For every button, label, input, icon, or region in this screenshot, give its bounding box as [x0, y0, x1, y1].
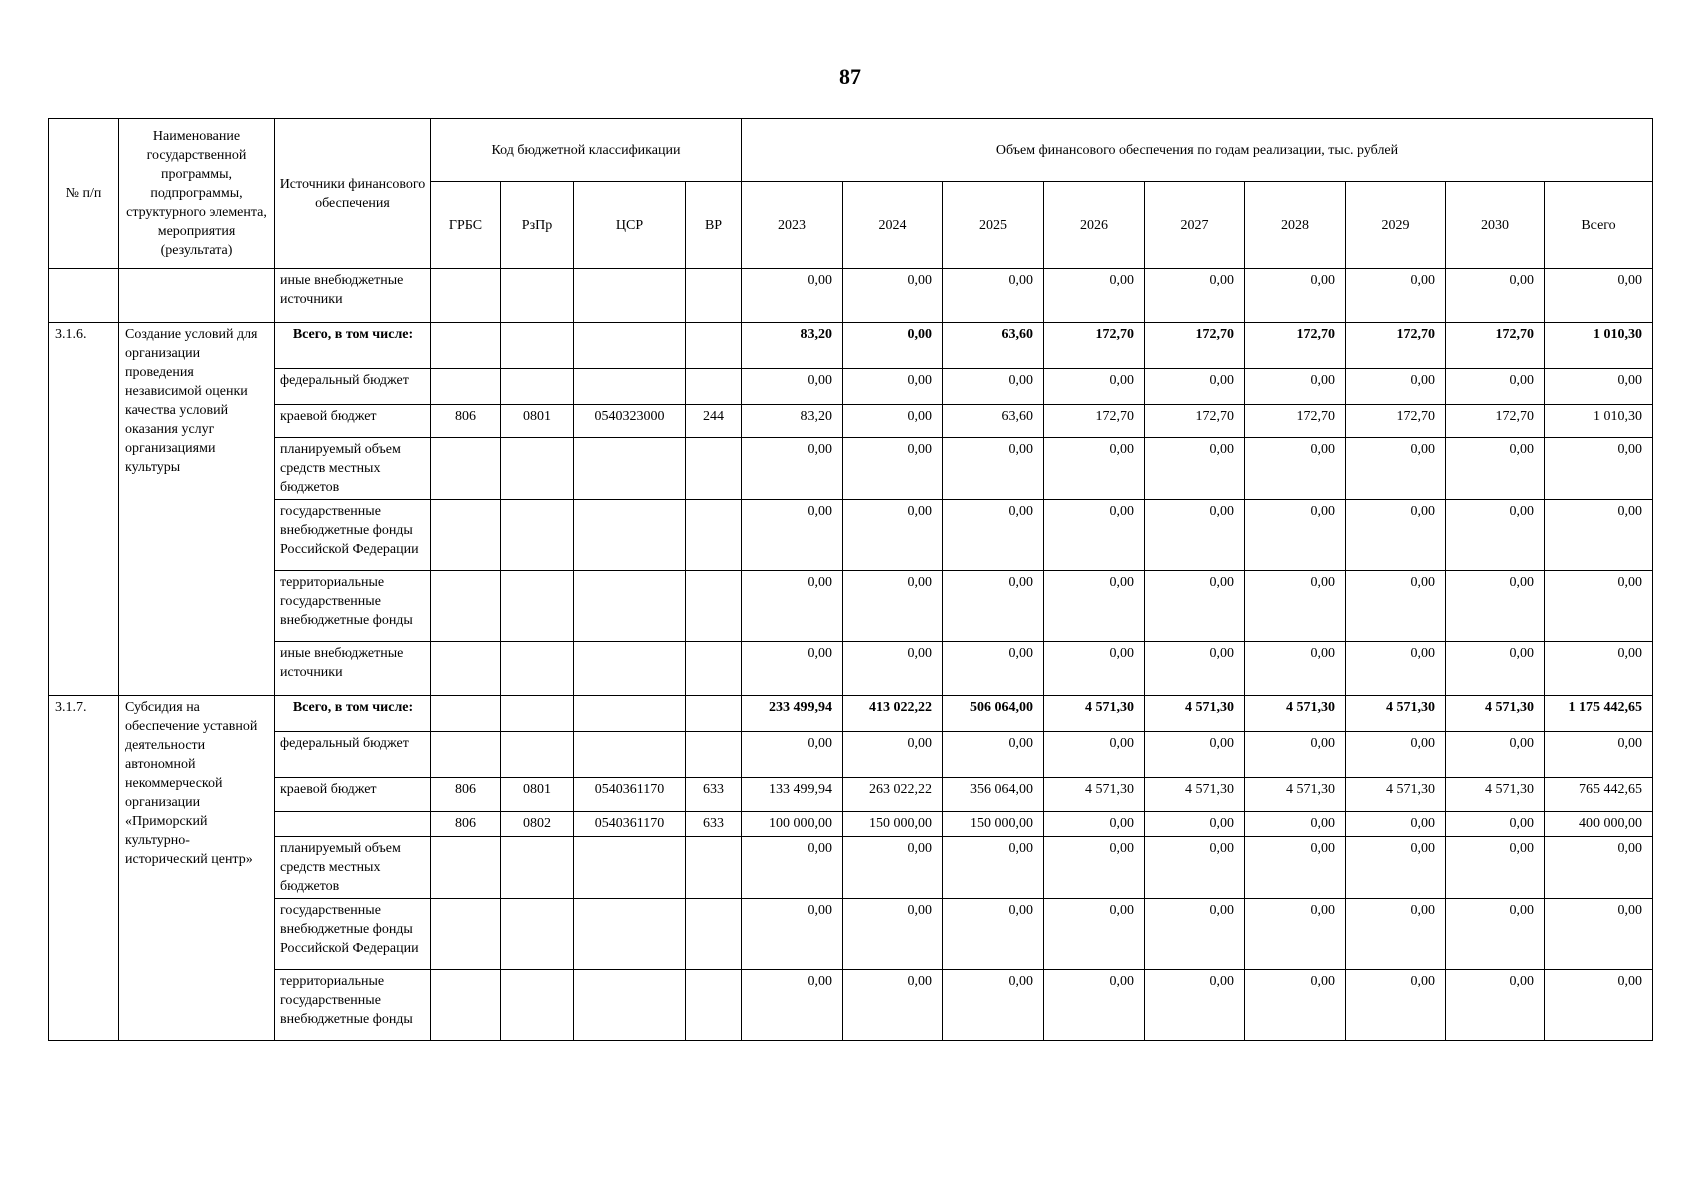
value-cell: 133 499,94	[742, 778, 843, 812]
value-cell: 172,70	[1145, 405, 1245, 438]
value-cell: 0,00	[943, 899, 1044, 970]
financing-table	[48, 118, 1653, 1041]
value-cell: 0,00	[943, 837, 1044, 899]
source-cell: иные внебюджетные источники	[275, 269, 431, 323]
value-cell: 0,00	[1346, 837, 1446, 899]
header-rzpr: РзПр	[501, 182, 574, 269]
total-cell: 765 442,65	[1545, 778, 1653, 812]
rzpr-cell	[501, 732, 574, 778]
value-cell: 172,70	[1346, 323, 1446, 369]
csr-cell	[574, 438, 686, 500]
value-cell: 0,00	[1346, 269, 1446, 323]
total-cell: 0,00	[1545, 642, 1653, 696]
value-cell: 0,00	[1245, 812, 1346, 837]
value-cell: 0,00	[943, 438, 1044, 500]
value-cell: 0,00	[843, 899, 943, 970]
source-cell: краевой бюджет	[275, 778, 431, 812]
rzpr-cell: 0801	[501, 405, 574, 438]
value-cell: 0,00	[1145, 438, 1245, 500]
total-cell: 1 010,30	[1545, 323, 1653, 369]
vr-cell	[686, 837, 742, 899]
table-row	[49, 500, 1653, 571]
value-cell: 0,00	[1346, 369, 1446, 405]
value-cell: 63,60	[943, 323, 1044, 369]
source-cell: государственные внебюджетные фонды Российской Федерации	[275, 500, 431, 571]
value-cell: 0,00	[1446, 500, 1545, 571]
value-cell: 0,00	[742, 899, 843, 970]
value-cell: 150 000,00	[843, 812, 943, 837]
value-cell: 0,00	[843, 732, 943, 778]
rzpr-cell	[501, 837, 574, 899]
header-no: № п/п	[49, 119, 119, 269]
total-cell: 1 010,30	[1545, 405, 1653, 438]
value-cell: 0,00	[1044, 899, 1145, 970]
value-cell: 0,00	[1145, 899, 1245, 970]
value-cell: 0,00	[1145, 369, 1245, 405]
header-total: Всего	[1545, 182, 1653, 269]
value-cell: 0,00	[1346, 571, 1446, 642]
vr-cell: 244	[686, 405, 742, 438]
header-volume-group: Объем финансового обеспечения по годам реализации, тыс. рублей	[742, 119, 1653, 182]
value-cell: 0,00	[1044, 500, 1145, 571]
row-name: Субсидия на обеспечение уставной деятельности автономной некоммерческой организации «Приморский культурно-исторический центр»	[119, 696, 275, 1041]
vr-cell: 633	[686, 778, 742, 812]
table-row	[49, 269, 1653, 323]
csr-cell	[574, 837, 686, 899]
value-cell: 4 571,30	[1245, 696, 1346, 732]
value-cell: 506 064,00	[943, 696, 1044, 732]
value-cell: 83,20	[742, 405, 843, 438]
value-cell: 0,00	[1446, 812, 1545, 837]
csr-cell	[574, 500, 686, 571]
total-cell: 0,00	[1545, 970, 1653, 1041]
row-index: 3.1.6.	[49, 323, 119, 696]
value-cell: 0,00	[1446, 571, 1545, 642]
value-cell: 356 064,00	[943, 778, 1044, 812]
rzpr-cell	[501, 438, 574, 500]
value-cell: 0,00	[1245, 369, 1346, 405]
header-grbs: ГРБС	[431, 182, 501, 269]
header-csr: ЦСР	[574, 182, 686, 269]
grbs-cell	[431, 500, 501, 571]
value-cell: 0,00	[1044, 269, 1145, 323]
grbs-cell	[431, 571, 501, 642]
grbs-cell	[431, 899, 501, 970]
table-row	[49, 899, 1653, 970]
vr-cell	[686, 732, 742, 778]
value-cell: 413 022,22	[843, 696, 943, 732]
value-cell: 0,00	[1145, 571, 1245, 642]
page-number: 87	[839, 64, 861, 89]
table-row	[49, 323, 1653, 369]
value-cell: 0,00	[1446, 970, 1545, 1041]
total-cell: 0,00	[1545, 899, 1653, 970]
vr-cell	[686, 369, 742, 405]
total-cell: 0,00	[1545, 837, 1653, 899]
value-cell: 172,70	[1145, 323, 1245, 369]
value-cell: 0,00	[943, 269, 1044, 323]
table-row	[49, 778, 1653, 812]
table-row	[49, 438, 1653, 500]
value-cell: 0,00	[742, 837, 843, 899]
value-cell: 172,70	[1245, 323, 1346, 369]
value-cell: 0,00	[1245, 732, 1346, 778]
header-year: 2025	[943, 182, 1044, 269]
rzpr-cell	[501, 899, 574, 970]
header-year: 2027	[1145, 182, 1245, 269]
grbs-cell: 806	[431, 778, 501, 812]
value-cell: 63,60	[943, 405, 1044, 438]
table-row	[49, 642, 1653, 696]
value-cell: 172,70	[1044, 323, 1145, 369]
value-cell: 0,00	[1044, 369, 1145, 405]
value-cell: 0,00	[843, 323, 943, 369]
value-cell: 0,00	[742, 970, 843, 1041]
source-cell: территориальные государственные внебюджетные фонды	[275, 970, 431, 1041]
value-cell: 0,00	[843, 837, 943, 899]
value-cell: 0,00	[1044, 732, 1145, 778]
value-cell: 0,00	[1145, 970, 1245, 1041]
grbs-cell	[431, 642, 501, 696]
header-vr: ВР	[686, 182, 742, 269]
header-year: 2024	[843, 182, 943, 269]
value-cell: 0,00	[1245, 571, 1346, 642]
value-cell: 172,70	[1245, 405, 1346, 438]
value-cell: 0,00	[742, 732, 843, 778]
total-cell: 0,00	[1545, 269, 1653, 323]
source-cell: планируемый объем средств местных бюджетов	[275, 438, 431, 500]
value-cell: 100 000,00	[742, 812, 843, 837]
rzpr-cell: 0802	[501, 812, 574, 837]
value-cell: 0,00	[1245, 438, 1346, 500]
value-cell: 0,00	[943, 970, 1044, 1041]
table-body	[49, 269, 1653, 1041]
csr-cell	[574, 642, 686, 696]
value-cell: 4 571,30	[1145, 778, 1245, 812]
table-row	[49, 369, 1653, 405]
csr-cell: 0540361170	[574, 778, 686, 812]
source-cell: краевой бюджет	[275, 405, 431, 438]
value-cell: 0,00	[1346, 899, 1446, 970]
rzpr-cell	[501, 571, 574, 642]
value-cell: 0,00	[1346, 642, 1446, 696]
csr-cell	[574, 323, 686, 369]
value-cell: 0,00	[1446, 369, 1545, 405]
value-cell: 0,00	[1245, 269, 1346, 323]
value-cell: 0,00	[742, 438, 843, 500]
vr-cell	[686, 899, 742, 970]
total-cell: 0,00	[1545, 438, 1653, 500]
total-cell: 0,00	[1545, 500, 1653, 571]
grbs-cell	[431, 696, 501, 732]
vr-cell	[686, 438, 742, 500]
grbs-cell: 806	[431, 812, 501, 837]
value-cell: 0,00	[1044, 837, 1145, 899]
value-cell: 0,00	[843, 369, 943, 405]
value-cell: 172,70	[1346, 405, 1446, 438]
header-name: Наименование государственной программы, подпрограммы, структурного элемента, мероприятия (результата)	[119, 119, 275, 269]
table-row	[49, 837, 1653, 899]
value-cell: 4 571,30	[1044, 778, 1145, 812]
grbs-cell	[431, 732, 501, 778]
value-cell: 150 000,00	[943, 812, 1044, 837]
header-year: 2028	[1245, 182, 1346, 269]
rzpr-cell	[501, 642, 574, 696]
value-cell: 0,00	[1346, 732, 1446, 778]
value-cell: 263 022,22	[843, 778, 943, 812]
value-cell: 0,00	[843, 405, 943, 438]
rzpr-cell	[501, 696, 574, 732]
value-cell: 4 571,30	[1145, 696, 1245, 732]
header-year: 2029	[1346, 182, 1446, 269]
value-cell: 4 571,30	[1044, 696, 1145, 732]
row-index	[49, 269, 119, 323]
source-cell: территориальные государственные внебюджетные фонды	[275, 571, 431, 642]
value-cell: 0,00	[843, 438, 943, 500]
value-cell: 172,70	[1446, 405, 1545, 438]
csr-cell	[574, 369, 686, 405]
rzpr-cell	[501, 500, 574, 571]
table-row	[49, 732, 1653, 778]
value-cell: 172,70	[1044, 405, 1145, 438]
value-cell: 0,00	[1446, 732, 1545, 778]
value-cell: 4 571,30	[1346, 778, 1446, 812]
value-cell: 0,00	[1245, 899, 1346, 970]
table-row	[49, 812, 1653, 837]
csr-cell	[574, 899, 686, 970]
value-cell: 0,00	[1446, 269, 1545, 323]
rzpr-cell: 0801	[501, 778, 574, 812]
header-code-group: Код бюджетной классификации	[431, 119, 742, 182]
value-cell: 0,00	[1245, 642, 1346, 696]
csr-cell	[574, 696, 686, 732]
value-cell: 0,00	[843, 571, 943, 642]
value-cell: 0,00	[1446, 837, 1545, 899]
value-cell: 0,00	[1446, 438, 1545, 500]
rzpr-cell	[501, 369, 574, 405]
value-cell: 0,00	[1145, 732, 1245, 778]
value-cell: 0,00	[843, 269, 943, 323]
value-cell: 4 571,30	[1446, 696, 1545, 732]
value-cell: 0,00	[1346, 500, 1446, 571]
csr-cell	[574, 571, 686, 642]
value-cell: 0,00	[742, 269, 843, 323]
value-cell: 0,00	[1145, 269, 1245, 323]
value-cell: 0,00	[943, 571, 1044, 642]
row-name	[119, 269, 275, 323]
vr-cell	[686, 323, 742, 369]
value-cell: 0,00	[1446, 899, 1545, 970]
source-cell: планируемый объем средств местных бюджетов	[275, 837, 431, 899]
vr-cell	[686, 500, 742, 571]
value-cell: 0,00	[1145, 837, 1245, 899]
value-cell: 233 499,94	[742, 696, 843, 732]
header-year: 2030	[1446, 182, 1545, 269]
row-index: 3.1.7.	[49, 696, 119, 1041]
total-cell: 0,00	[1545, 571, 1653, 642]
value-cell: 0,00	[742, 642, 843, 696]
source-cell: Всего, в том числе:	[275, 323, 431, 369]
value-cell: 0,00	[742, 369, 843, 405]
rzpr-cell	[501, 269, 574, 323]
table-row	[49, 405, 1653, 438]
row-name: Создание условий для организации проведения независимой оценки качества условий оказания услуг организациями культуры	[119, 323, 275, 696]
vr-cell	[686, 696, 742, 732]
header-source: Источники финансового обеспечения	[275, 119, 431, 269]
vr-cell	[686, 970, 742, 1041]
value-cell: 0,00	[943, 500, 1044, 571]
total-cell: 0,00	[1545, 369, 1653, 405]
value-cell: 0,00	[1346, 438, 1446, 500]
header-year: 2023	[742, 182, 843, 269]
rzpr-cell	[501, 323, 574, 369]
vr-cell	[686, 642, 742, 696]
csr-cell	[574, 269, 686, 323]
value-cell: 0,00	[1145, 812, 1245, 837]
vr-cell	[686, 571, 742, 642]
vr-cell	[686, 269, 742, 323]
grbs-cell	[431, 269, 501, 323]
rzpr-cell	[501, 970, 574, 1041]
source-cell	[275, 812, 431, 837]
value-cell: 0,00	[1145, 500, 1245, 571]
value-cell: 4 571,30	[1346, 696, 1446, 732]
vr-cell: 633	[686, 812, 742, 837]
value-cell: 0,00	[1245, 500, 1346, 571]
csr-cell	[574, 970, 686, 1041]
value-cell: 4 571,30	[1245, 778, 1346, 812]
value-cell: 0,00	[1044, 438, 1145, 500]
csr-cell: 0540361170	[574, 812, 686, 837]
value-cell: 0,00	[1346, 970, 1446, 1041]
value-cell: 0,00	[742, 571, 843, 642]
grbs-cell	[431, 369, 501, 405]
value-cell: 0,00	[742, 500, 843, 571]
source-cell: государственные внебюджетные фонды Российской Федерации	[275, 899, 431, 970]
value-cell: 0,00	[1044, 642, 1145, 696]
value-cell: 0,00	[1145, 642, 1245, 696]
value-cell: 0,00	[943, 369, 1044, 405]
total-cell: 400 000,00	[1545, 812, 1653, 837]
value-cell: 0,00	[943, 642, 1044, 696]
csr-cell: 0540323000	[574, 405, 686, 438]
value-cell: 0,00	[843, 970, 943, 1041]
grbs-cell	[431, 323, 501, 369]
value-cell: 0,00	[1346, 812, 1446, 837]
source-cell: федеральный бюджет	[275, 369, 431, 405]
source-cell: Всего, в том числе:	[275, 696, 431, 732]
value-cell: 0,00	[1044, 970, 1145, 1041]
table-row	[49, 571, 1653, 642]
grbs-cell	[431, 970, 501, 1041]
value-cell: 0,00	[1245, 837, 1346, 899]
table-header	[49, 119, 1653, 269]
value-cell: 0,00	[1245, 970, 1346, 1041]
table-row	[49, 970, 1653, 1041]
total-cell: 1 175 442,65	[1545, 696, 1653, 732]
grbs-cell: 806	[431, 405, 501, 438]
value-cell: 0,00	[843, 642, 943, 696]
value-cell: 0,00	[943, 732, 1044, 778]
header-year: 2026	[1044, 182, 1145, 269]
value-cell: 0,00	[1044, 571, 1145, 642]
source-cell: иные внебюджетные источники	[275, 642, 431, 696]
total-cell: 0,00	[1545, 732, 1653, 778]
grbs-cell	[431, 438, 501, 500]
table-row	[49, 696, 1653, 732]
grbs-cell	[431, 837, 501, 899]
value-cell: 0,00	[1446, 642, 1545, 696]
source-cell: федеральный бюджет	[275, 732, 431, 778]
csr-cell	[574, 732, 686, 778]
value-cell: 172,70	[1446, 323, 1545, 369]
value-cell: 0,00	[1044, 812, 1145, 837]
value-cell: 4 571,30	[1446, 778, 1545, 812]
value-cell: 0,00	[843, 500, 943, 571]
value-cell: 83,20	[742, 323, 843, 369]
